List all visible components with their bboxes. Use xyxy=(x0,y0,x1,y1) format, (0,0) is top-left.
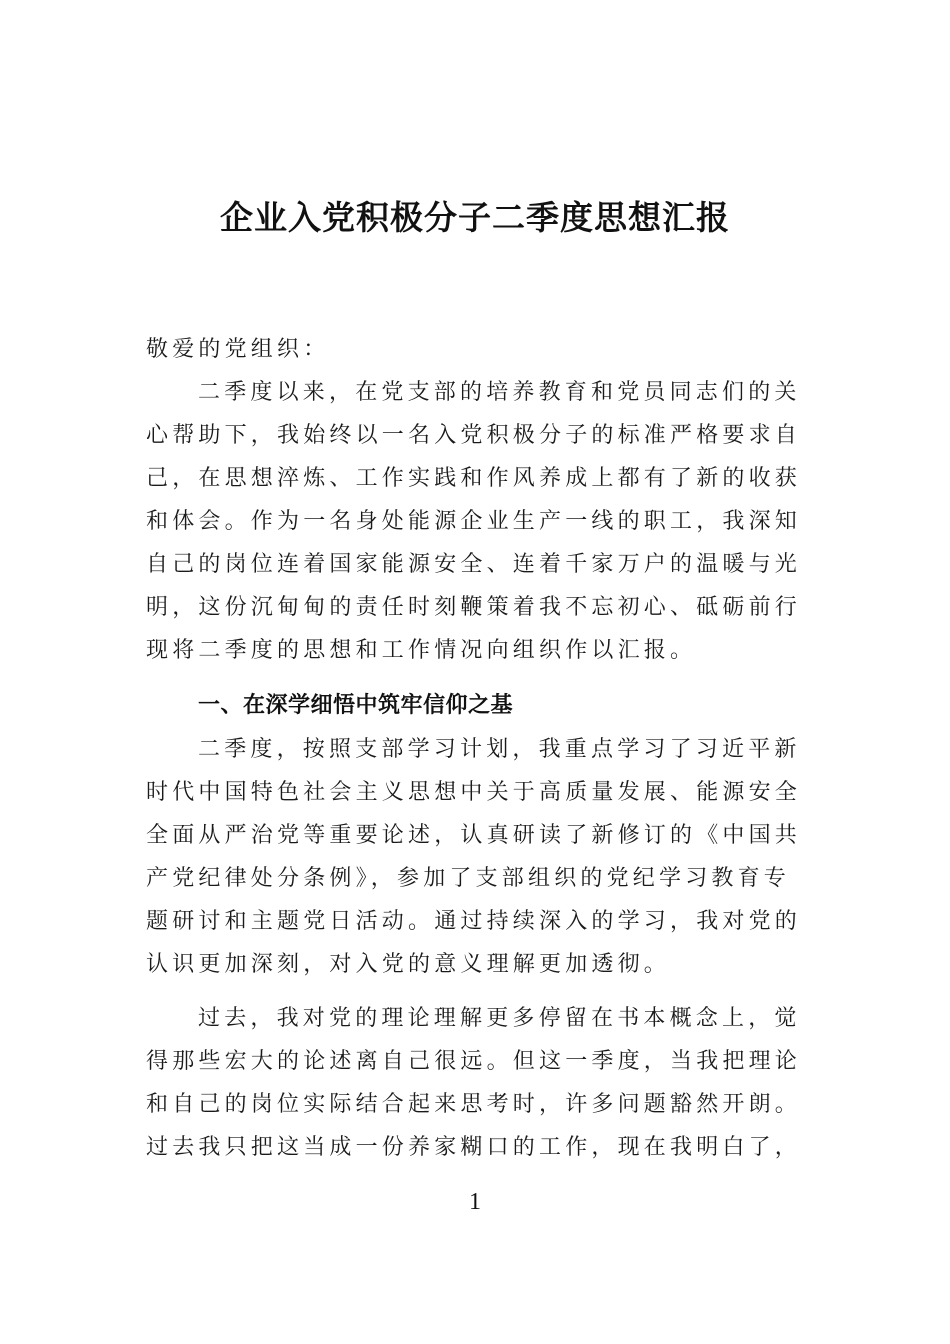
paragraph-reflection: 过去，我对党的理论理解更多停留在书本概念上，觉得那些宏大的论述离自己很远。但这一季度，当我把理论和自己的岗位实际结合起来思考时，许多问题豁然开朗。过去我只把这当成一份养家糊口的工作，现在我明白了， xyxy=(146,1006,802,1160)
salutation: 敬爱的党组织： xyxy=(146,337,330,362)
paragraph-intro: 二季度以来，在党支部的培养教育和党员同志们的关心帮助下，我始终以一名入党积极分子的标准严格要求自己，在思想淬炼、工作实践和作风养成上都有了新的收获和体会。作为一名身处能源企业生产一线的职工，我深知自己的岗位连着国家能源安全、连着千家万户的温暖与光明，这份沉甸甸的责任时刻鞭策着我不忘初心、砥砺前行现将二季度的思想和工作情况向组织作以汇报。 xyxy=(146,380,802,663)
page-number: 1 xyxy=(469,1189,481,1215)
paragraph-study: 二季度，按照支部学习计划，我重点学习了习近平新时代中国特色社会主义思想中关于高质量发展、能源安全全面从严治党等重要论述，认真研读了新修订的《中国共产党纪律处分条例》，参加了支部组织的党纪学习教育专题研讨和主题党日活动。通过持续深入的学习，我对党的认识更加深刻，对入党的意义理解更加透彻。 xyxy=(146,737,802,977)
document-title: 企业入党积极分子二季度思想汇报 xyxy=(220,198,730,237)
section-heading: 一、在深学细悟中筑牢信仰之基 xyxy=(198,693,514,718)
